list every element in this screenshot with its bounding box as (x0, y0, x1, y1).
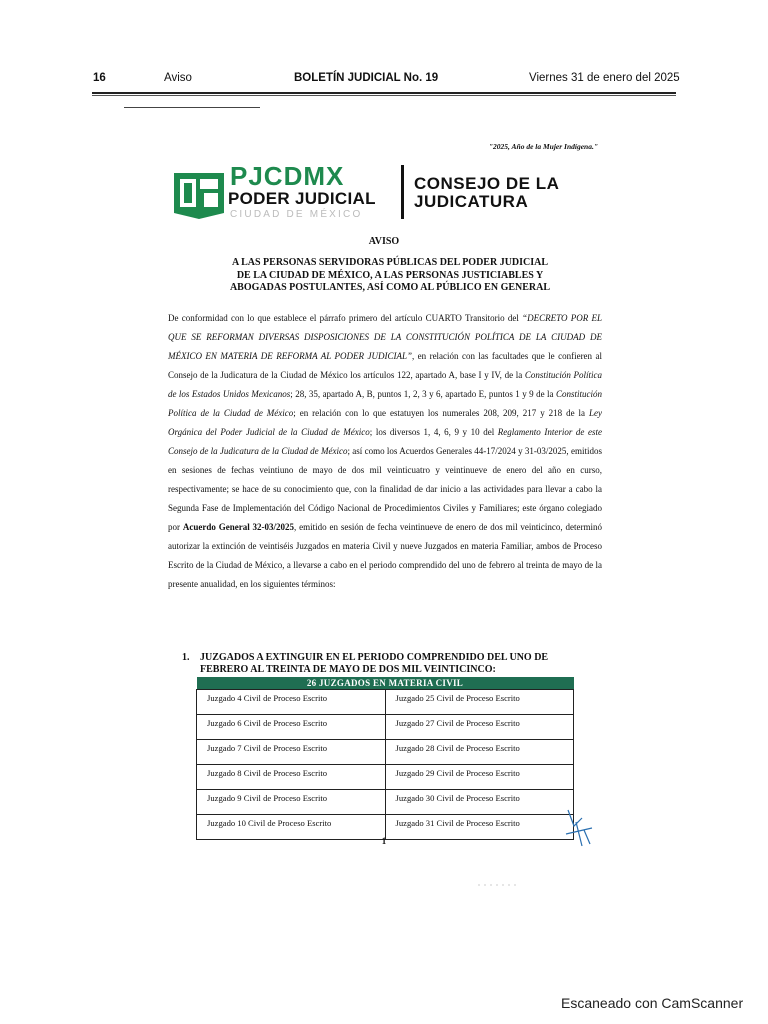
table-row (197, 765, 574, 790)
body-text-segment: , en relación con las facultades que le confieren al Consejo de la Judicatura de la Ciudad de México los artículos 122, apartado A, base I y IV, de la (168, 351, 602, 380)
body-paragraph (168, 309, 602, 594)
body-text-segment: De conformidad con lo que establece el párrafo primero del artículo CUARTO Transitorio del (168, 313, 519, 323)
logo-consejo: CONSEJO DE LA (414, 174, 560, 193)
section-title: JUZGADOS A EXTINGUIR EN EL PERIODO COMPRENDIDO DEL UNO DE FEBRERO AL TREINTA DE MAYO DE DOS MIL VEINTICINCO: (200, 652, 549, 675)
addressee-line: ABOGADAS POSTULANTES, ASÍ COMO AL PÚBLICO EN GENERAL (229, 282, 551, 293)
header-rule (92, 92, 676, 94)
document-page-number: 1 (381, 836, 387, 846)
table-cell: Juzgado 28 Civil de Proceso Escrito (385, 740, 574, 765)
table-row (197, 715, 574, 740)
document-heading: AVISO (368, 236, 400, 247)
section-number: 1. (182, 652, 190, 663)
table-cell: Juzgado 29 Civil de Proceso Escrito (385, 765, 574, 790)
decree-title: “DECRETO POR EL QUE SE REFORMAN DIVERSAS DISPOSICIONES DE LA CONSTITUCIÓN POLÍTICA DE LA CIUDAD DE MÉXICO EN MATERIA DE REFORMA AL PODER JUDICIAL” (168, 313, 603, 361)
table-cell: Juzgado 4 Civil de Proceso Escrito (197, 690, 386, 715)
table-header: 26 JUZGADOS EN MATERIA CIVIL (197, 677, 574, 690)
body-text-segment: ; en relación con lo que estatuyen los numerales 208, 209, 217 y 218 de la (293, 408, 590, 418)
addressee-line: A LAS PERSONAS SERVIDORAS PÚBLICAS DEL PODER JUDICIAL (231, 257, 549, 268)
table-cell: Juzgado 30 Civil de Proceso Escrito (385, 790, 574, 815)
logo-poder-judicial: PODER JUDICIAL (228, 189, 376, 208)
logo-ciudad: CIUDAD DE MÉXICO (230, 209, 363, 220)
addressee-block (160, 257, 620, 295)
header-short-rule (124, 107, 260, 108)
law-reference: Reglamento Interior de este Consejo de la Judicatura de la Ciudad de México (168, 427, 602, 456)
table-cell: Juzgado 8 Civil de Proceso Escrito (197, 765, 386, 790)
table-header-row (197, 677, 574, 690)
law-reference: Constitución Política de la Ciudad de México (168, 389, 602, 418)
table-row (197, 740, 574, 765)
body-text-segment: , emitido en sesión de fecha veintinueve de enero de dos mil veinticinco, determinó autorizar la extinción de veintiséis Juzgados en materia Civil y nueve Juzgados en materia Familiar, ambos de Proceso Escrito de la Ciudad de México, a llevarse a cabo en el periodo comprendido del uno de febrero al treinta de mayo de la presente anualidad, en los siguientes términos: (168, 522, 603, 589)
scan-speckle (478, 884, 518, 886)
law-reference: Constitución Política de los Estados Unidos Mexicanos (168, 370, 602, 399)
body-text-segment: ; 28, 35, apartado A, B, puntos 1, 2, 3 y 6, apartado E, puntos 1 y 9 de la (290, 389, 556, 399)
bulletin-date: Viernes 31 de enero del 2025 (529, 72, 680, 84)
pjcdmx-emblem-icon (172, 167, 226, 219)
table-cell: Juzgado 9 Civil de Proceso Escrito (197, 790, 386, 815)
courts-table (196, 677, 574, 840)
table-cell: Juzgado 31 Civil de Proceso Escrito (385, 815, 574, 840)
law-reference: Ley Orgánica del Poder Judicial de la Ciudad de México (168, 408, 603, 437)
logo-acronym: PJCDMX (230, 161, 345, 191)
table-cell: Juzgado 27 Civil de Proceso Escrito (385, 715, 574, 740)
page-number: 16 (93, 72, 106, 84)
table-row (197, 690, 574, 715)
body-text-segment: ; así como los Acuerdos Generales 44-17/2024 y 31-03/2025, emitidos en sesiones de fechas veintiuno de mayo de dos mil veinticuatro y veintinueve de enero del año en curso, respectivamente; se hace de su conocimiento que, con la finalidad de dar inicio a las actividades para llevar a cabo la Segunda Fase de Implementación del Código Nacional de Procedimientos Civiles y Familiares; este órgano colegiado por (168, 446, 602, 532)
logo-divider (401, 165, 404, 219)
pjcdmx-logo (172, 163, 592, 223)
table-cell: Juzgado 7 Civil de Proceso Escrito (197, 740, 386, 765)
table-cell: Juzgado 6 Civil de Proceso Escrito (197, 715, 386, 740)
table-row (197, 790, 574, 815)
table-cell: Juzgado 10 Civil de Proceso Escrito (197, 815, 386, 840)
header-rule-thin (92, 95, 676, 96)
table-cell: Juzgado 25 Civil de Proceso Escrito (385, 690, 574, 715)
camscanner-watermark: Escaneado con CamScanner (561, 995, 744, 1011)
year-motto: "2025, Año de la Mujer Indígena." (488, 142, 598, 151)
addressee-line: DE LA CIUDAD DE MÉXICO, A LAS PERSONAS JUSTICIABLES Y (236, 269, 544, 281)
bulletin-title: BOLETÍN JUDICIAL No. 19 (294, 72, 439, 84)
section-label: Aviso (164, 72, 192, 84)
body-text-segment: ; los diversos 1, 4, 6, 9 y 10 del (369, 427, 498, 437)
agreement-reference: Acuerdo General 32-03/2025 (182, 522, 295, 532)
logo-judicatura: JUDICATURA (414, 192, 529, 211)
